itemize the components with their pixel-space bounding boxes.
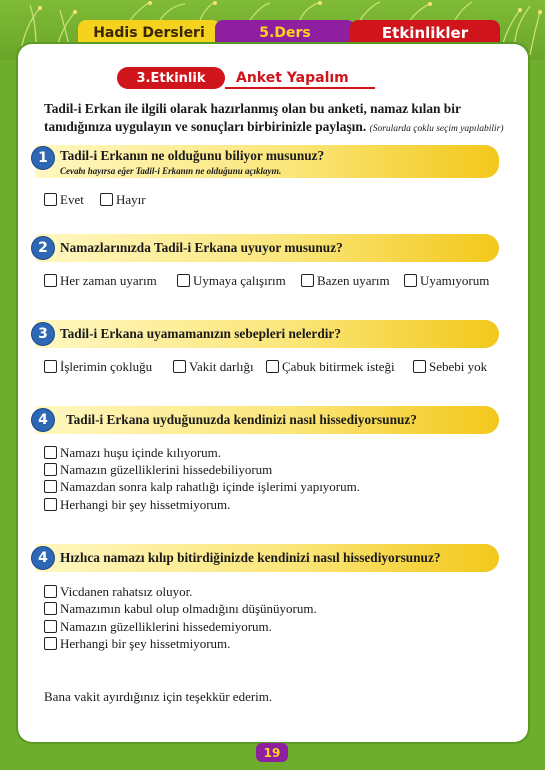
option-q4-3[interactable]: Namazdan sonra kalp rahatlığı içinde işlerimi yapıyorum. <box>44 479 360 495</box>
question-number-2: 2 <box>32 237 54 259</box>
option-q2-3[interactable]: Bazen uyarım <box>301 273 390 289</box>
checkbox[interactable] <box>301 274 314 287</box>
intro-text: Tadil-i Erkan ile ilgili olarak hazırlanmış olan bu anketi, namaz kılan bir tanıdığınıza uygulayın ve sonuçları birbirinizle paylaşın. <box>44 101 461 134</box>
title-underline <box>225 87 375 89</box>
intro-note: (Sorularda çoklu seçim yapılabilir) <box>369 124 504 134</box>
option-q3-2[interactable]: Vakit darlığı <box>173 359 254 375</box>
checkbox[interactable] <box>44 480 57 493</box>
question-text-2: Namazlarınızda Tadil-i Erkana uyuyor musunuz? <box>60 240 343 255</box>
tab-etkinlikler[interactable]: Etkinlikler <box>350 20 500 44</box>
tab-ders[interactable]: 5.Ders <box>215 20 355 44</box>
option-q3-1[interactable]: İşlerimin çokluğu <box>44 359 152 375</box>
checkbox[interactable] <box>44 193 57 206</box>
activity-title: Anket Yapalım <box>236 70 349 86</box>
checkbox[interactable] <box>100 193 113 206</box>
checkbox[interactable] <box>266 360 279 373</box>
option-q2-1[interactable]: Her zaman uyarım <box>44 273 157 289</box>
checkbox[interactable] <box>44 585 57 598</box>
option-q3-3[interactable]: Çabuk bitirmek isteği <box>266 359 395 375</box>
activity-badge: 3.Etkinlik <box>117 67 225 89</box>
option-q5-1[interactable]: Vicdanen rahatsız oluyor. <box>44 584 192 600</box>
tab-hadis-dersleri[interactable]: Hadis Dersleri <box>78 20 220 44</box>
option-q3-4[interactable]: Sebebi yok <box>413 359 487 375</box>
option-q4-2[interactable]: Namazın güzelliklerini hissedebiliyorum <box>44 462 272 478</box>
checkbox[interactable] <box>44 274 57 287</box>
checkbox[interactable] <box>44 360 57 373</box>
option-q2-4[interactable]: Uyamıyorum <box>404 273 489 289</box>
option-q5-3[interactable]: Namazın güzelliklerini hissedemiyorum. <box>44 619 272 635</box>
question-text-4: Tadil-i Erkana uyduğunuzda kendinizi nasıl hissediyorsunuz? <box>66 412 417 427</box>
option-q1-2[interactable]: Hayır <box>100 192 146 208</box>
question-hint-1: Cevabı hayırsa eğer Tadil-i Erkanın ne olduğunu açıklayın. <box>60 166 282 176</box>
question-number-5: 4 <box>32 547 54 569</box>
closing-text: Bana vakit ayırdığınız için teşekkür ederim. <box>44 689 273 704</box>
checkbox[interactable] <box>413 360 426 373</box>
checkbox[interactable] <box>44 498 57 511</box>
checkbox[interactable] <box>177 274 190 287</box>
option-q2-2[interactable]: Uymaya çalışırım <box>177 273 286 289</box>
option-q4-1[interactable]: Namazı huşu içinde kılıyorum. <box>44 445 221 461</box>
intro-paragraph <box>44 100 509 138</box>
checkbox[interactable] <box>44 637 57 650</box>
question-number-1: 1 <box>32 147 54 169</box>
question-number-4: 4 <box>32 409 54 431</box>
option-q1-1[interactable]: Evet <box>44 192 84 208</box>
checkbox[interactable] <box>44 620 57 633</box>
checkbox[interactable] <box>44 446 57 459</box>
option-q5-4[interactable]: Herhangi bir şey hissetmiyorum. <box>44 636 230 652</box>
question-text-3: Tadil-i Erkana uyamamanızın sebepleri nelerdir? <box>60 326 341 341</box>
option-q5-2[interactable]: Namazımın kabul olup olmadığını düşünüyorum. <box>44 601 317 617</box>
option-q4-4[interactable]: Herhangi bir şey hissetmiyorum. <box>44 497 230 513</box>
question-number-3: 3 <box>32 323 54 345</box>
checkbox[interactable] <box>173 360 186 373</box>
checkbox[interactable] <box>404 274 417 287</box>
checkbox[interactable] <box>44 463 57 476</box>
question-text-1: Tadil-i Erkanın ne olduğunu biliyor musunuz? <box>60 148 325 163</box>
page-number: 19 <box>256 743 288 762</box>
checkbox[interactable] <box>44 602 57 615</box>
question-text-5: Hızlıca namazı kılıp bitirdiğinizde kendinizi nasıl hissediyorsunuz? <box>60 550 441 565</box>
